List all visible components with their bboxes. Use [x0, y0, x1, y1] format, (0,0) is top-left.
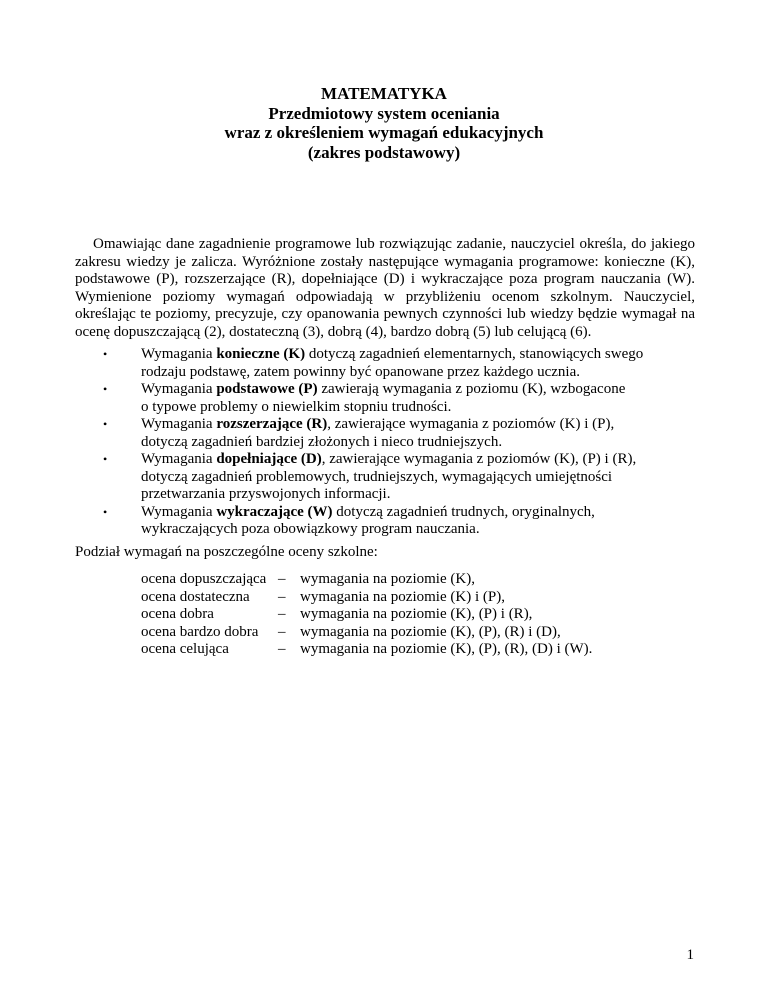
requirement-item-podstawowe: [75, 381, 695, 416]
requirement-prefix: Wymagania: [141, 503, 217, 520]
requirement-line: [141, 381, 695, 399]
grade-dash: –: [278, 606, 286, 622]
requirement-line: o typowe problemy o niewielkim stopniu trudności.: [141, 398, 452, 415]
requirement-line: dotyczą zagadnień bardziej złożonych i nieco trudniejszych.: [141, 433, 503, 450]
grade-dash: –: [278, 623, 286, 640]
requirement-text: zawierają wymagania z poziomu (K), wzbogacone: [317, 381, 626, 397]
requirement-text: , zawierające wymagania z poziomów (K), (P) i (R),: [321, 451, 637, 467]
requirement-line: przetwarzania przyswojonych informacji.: [141, 486, 391, 502]
grade-name: ocena dobra: [141, 606, 214, 622]
requirement-prefix: Wymagania: [141, 381, 217, 397]
requirement-level: dopełniające (D): [216, 451, 322, 467]
requirement-line: [141, 416, 695, 434]
grades-intro: Podział wymagań na poszczególne oceny szkolne:: [75, 544, 378, 560]
requirement-line: [141, 451, 695, 469]
requirement-line: dotyczą zagadnień problemowych, trudniejszych, wymagających umiejętności: [141, 468, 613, 485]
requirement-item-dopelniajace: [75, 451, 695, 504]
bullet-icon: •: [103, 347, 108, 361]
requirement-line: wykraczających poza obowiązkowy program nauczania.: [141, 521, 480, 537]
requirement-level: rozszerzające (R): [216, 416, 328, 432]
grade-dash: –: [278, 641, 286, 657]
grade-name: ocena dopuszczająca: [141, 571, 267, 587]
requirement-line: [141, 504, 695, 522]
grade-requirement: wymagania na poziomie (K) i (P),: [300, 588, 505, 605]
grade-requirement: wymagania na poziomie (K), (P), (R) i (D),: [300, 623, 561, 640]
requirement-item-wykraczajace: [75, 504, 695, 539]
grade-requirement: wymagania na poziomie (K), (P) i (R),: [300, 606, 533, 622]
requirement-prefix: Wymagania: [141, 451, 217, 467]
requirement-level: podstawowe (P): [216, 381, 318, 397]
grade-name: ocena dostateczna: [141, 588, 250, 605]
title-subject: MATEMATYKA: [321, 84, 447, 103]
grade-dash: –: [278, 588, 286, 605]
grade-name: ocena bardzo dobra: [141, 623, 259, 640]
grade-row: [141, 589, 592, 607]
bullet-icon: •: [103, 417, 108, 431]
requirement-prefix: Wymagania: [141, 416, 217, 432]
bullet-icon: •: [103, 452, 108, 466]
requirement-line: rodzaju podstawę, zatem powinny być opanowane przez każdego ucznia.: [141, 363, 580, 380]
requirement-line: [141, 346, 695, 364]
page-number: 1: [686, 947, 694, 963]
requirement-level: konieczne (K): [216, 346, 306, 362]
grade-requirement: wymagania na poziomie (K), (P), (R), (D) i (W).: [300, 641, 593, 657]
grades-table: [141, 571, 592, 659]
intro-paragraph: Omawiając dane zagadnienie programowe lub rozwiązując zadanie, nauczyciel określa, do jakiego zakresu wiedzy je zalicza. Wyróżnione zostały następujące wymagania programowe: konieczne (K), podstawowe (P), rozszerzające (R), dopełniające (D) i wykraczające poza program nauczania (W). Wymienione poziomy wymagań odpowiadają w przybliżeniu ocenom szkolnym. Nauczyciel, określając te poziomy, precyzuje, czy opanowania pewnych czynności lub wiedzy będzie wymagał na ocenę dopuszczającą (2), dostateczną (3), dobrą (4), bardzo dobrą (5) lub celującą (6).: [75, 236, 695, 340]
title-scope: (zakres podstawowy): [307, 142, 461, 162]
requirement-prefix: Wymagania: [141, 346, 217, 362]
requirement-level: wykraczające (W): [216, 503, 333, 520]
document-title: [0, 84, 768, 162]
grade-row: [141, 571, 592, 589]
requirement-text: dotyczą zagadnień trudnych, oryginalnych,: [332, 503, 595, 520]
title-heading: Przedmiotowy system oceniania: [268, 103, 500, 123]
grade-row: [141, 624, 592, 642]
requirement-item-rozszerzajace: [75, 416, 695, 451]
requirement-text: , zawierające wymagania z poziomów (K) i (P),: [327, 416, 615, 432]
grade-row: [141, 641, 592, 659]
grade-name: ocena celująca: [141, 641, 229, 657]
requirements-list: [75, 346, 695, 539]
requirement-item-konieczne: [75, 346, 695, 381]
title-subheading: wraz z określeniem wymagań edukacyjnych: [224, 123, 544, 142]
bullet-icon: •: [103, 382, 108, 396]
grade-dash: –: [278, 571, 286, 587]
bullet-icon: •: [103, 504, 108, 519]
grade-requirement: wymagania na poziomie (K),: [300, 571, 475, 587]
grade-row: [141, 606, 592, 624]
requirement-text: dotyczą zagadnień elementarnych, stanowiących swego: [305, 346, 644, 362]
